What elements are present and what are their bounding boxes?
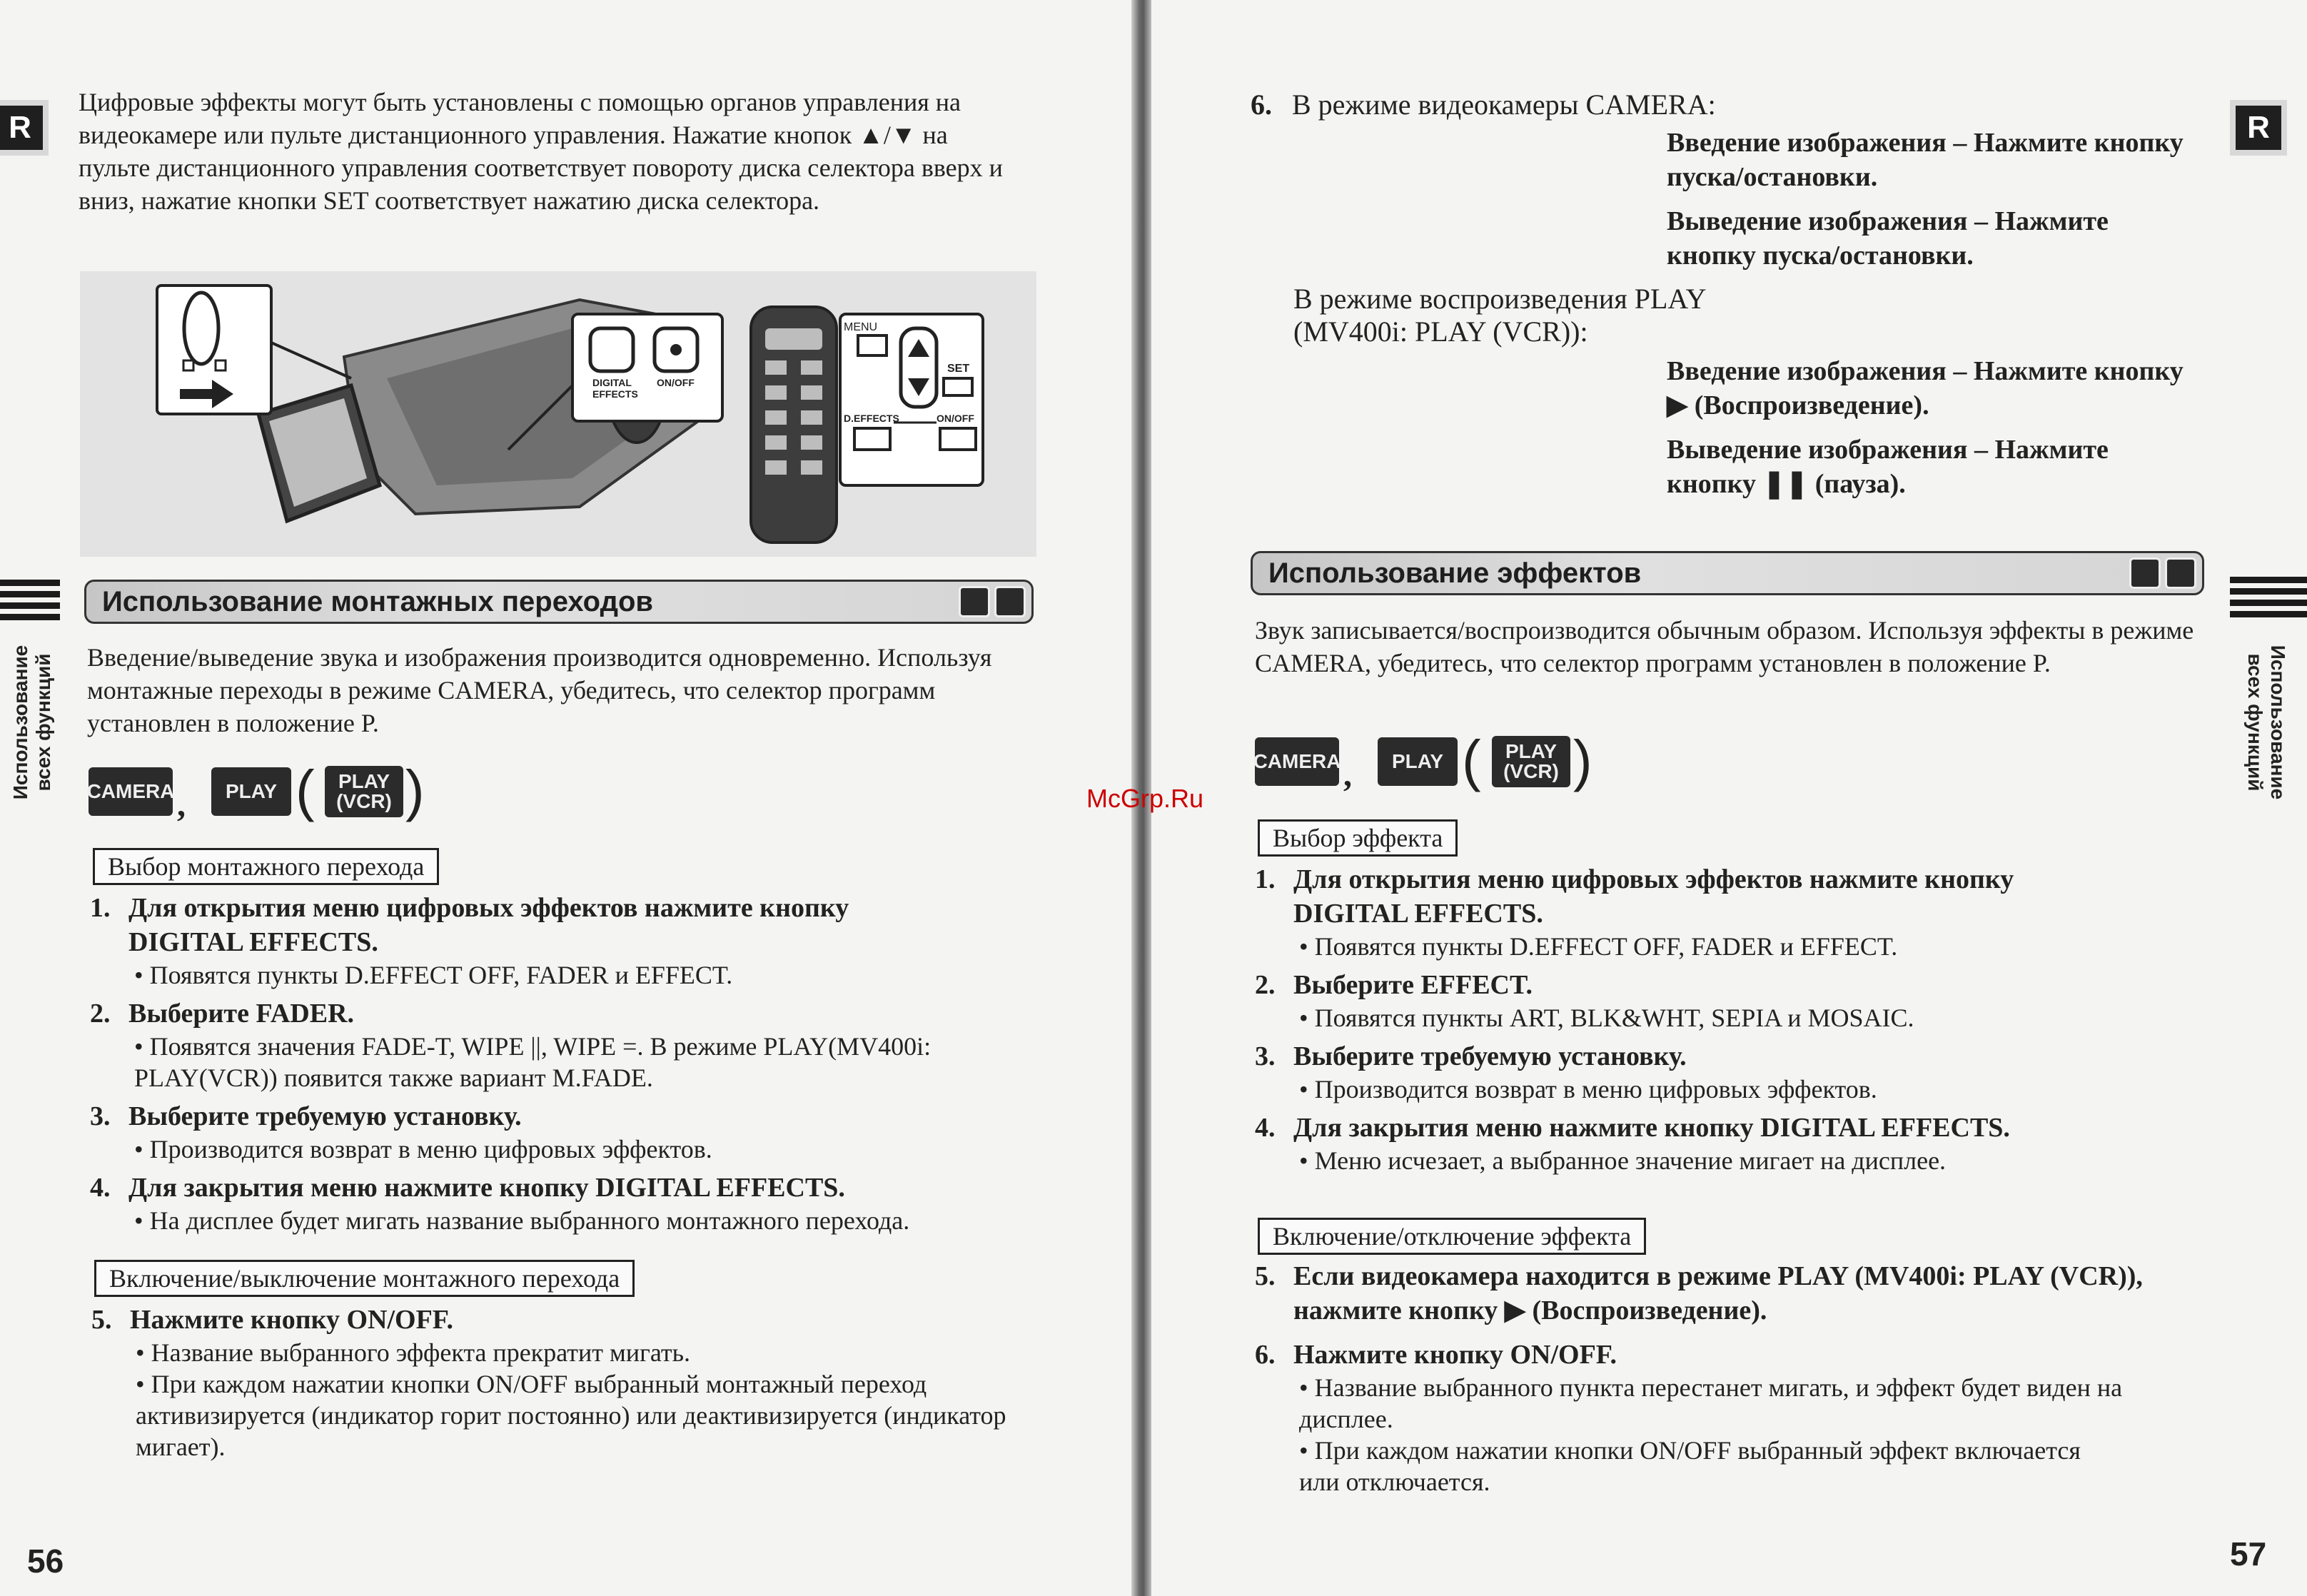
banner-title-effects: Использование эффектов — [1268, 557, 1642, 589]
step-2: 2. Выберите FADER. • Появятся значения FADE-T, WIPE ||, WIPE =. В режиме PLAY(MV400i: PLAY(VCR)) появится также вариант M.FADE. — [90, 996, 1039, 1094]
effect-step-1-bullet: • Появятся пункты D.EFFECT OFF, FADER и EFFECT. — [1299, 932, 1898, 961]
subsection-box-toggle-fader: Включение/выключение монтажного перехода — [94, 1260, 635, 1297]
effects-intro: Звук записывается/воспроизводится обычным образом. Используя эффекты в режиме CAMERA, убедитесь, что селектор программ установлен в положение P. — [1255, 616, 2194, 677]
side-label-line1: Использование — [9, 645, 31, 800]
effect-step-2-bullet: • Появятся пункты ART, BLK&WHT, SEPIA и MOSAIC. — [1299, 1004, 1914, 1032]
label-digital-effects: DIGITAL EFFECTS — [592, 377, 638, 400]
step-3-bullet: • Производится возврат в меню цифровых эффектов. — [134, 1135, 712, 1163]
play-fade-out: Выведение изображения – Нажмите кнопку ❚❚ (пауза). — [1667, 435, 2109, 499]
step-2-bullet: • Появятся значения FADE-T, WIPE ||, WIPE =. В режиме PLAY(MV400i: PLAY(VCR)) появится также вариант M.FADE. — [134, 1032, 932, 1092]
step-1: 1. Для открытия меню цифровых эффектов нажмите кнопку DIGITAL EFFECTS. • Появятся пункты D.EFFECT OFF, FADER и EFFECT. — [90, 891, 1039, 991]
label-d-effects: D.EFFECTS — [844, 413, 899, 424]
play-vcr-right-line1: PLAY — [1505, 740, 1558, 762]
play-vcr-line2: (VCR) — [336, 790, 392, 812]
effect-steps — [1255, 862, 2197, 1176]
paren-close: ) — [405, 759, 425, 822]
effect-step-2: 2. Выберите EFFECT. • Появятся пункты ART, BLK&WHT, SEPIA и MOSAIC. — [1255, 968, 2197, 1034]
label-on-off: ON/OFF — [657, 377, 695, 388]
fader-steps — [90, 891, 1039, 1236]
camera-fade-out: Выведение изображения – Нажмите кнопку пуска/остановки. — [1667, 206, 2109, 271]
side-label-right-line2: всех функций — [2244, 653, 2266, 792]
label-set: SET — [947, 363, 970, 375]
effect-step-6-bullet-2: • При каждом нажатии кнопки ON/OFF выбранный эффект включается или отключается. — [1299, 1436, 2081, 1496]
section-banner-fader — [84, 580, 1034, 624]
subsection-box-toggle-effect: Включение/отключение эффекта — [1258, 1218, 1646, 1255]
section-tab-r: R — [0, 100, 49, 156]
effect-step-3-bullet: • Производится возврат в меню цифровых эффектов. — [1299, 1075, 1877, 1103]
banner-title: Использование монтажных переходов — [102, 585, 653, 617]
step-1-bullet: • Появятся пункты D.EFFECT OFF, FADER и EFFECT. — [134, 961, 733, 989]
play-mode-text: В режиме воспроизведения PLAY (MV400i: PLAY (VCR)): — [1293, 283, 1706, 348]
side-label-right — [2234, 621, 2298, 807]
play-fade-in: Введение изображения – Нажмите кнопку ▶ (Воспроизведение). — [1667, 356, 2184, 420]
side-label-line2: всех функций — [32, 653, 54, 792]
effect-step-5: 5. Если видеокамера находится в режиме PLAY (MV400i: PLAY (VCR)), нажмите кнопку ▶ (Воспроизведение). — [1255, 1261, 2143, 1325]
paren-close-right: ) — [1573, 729, 1592, 792]
pen-icon — [2165, 557, 2196, 589]
play-vcr-mode-button-right — [1492, 736, 1570, 787]
page-number-right: 57 — [2230, 1535, 2267, 1572]
side-label-right-line1: Использование — [2267, 645, 2289, 800]
step-4-bullet: • На дисплее будет мигать название выбранного монтажного перехода. — [134, 1206, 910, 1235]
label-onoff-remote: ON/OFF — [937, 413, 974, 424]
tape-icon — [959, 586, 990, 617]
effect-step-3: 3. Выберите требуемую установку. • Производится возврат в меню цифровых эффектов. — [1255, 1039, 2197, 1105]
step-5-bullet-2: • При каждом нажатии кнопки ON/OFF выбранный монтажный переход активизируется (индикатор горит постоянно) или деактивизируется (индикатор мигает). — [136, 1370, 1006, 1461]
step-3: 3. Выберите требуемую установку. • Производится возврат в меню цифровых эффектов. — [90, 1099, 1039, 1165]
label-menu: MENU — [844, 321, 878, 333]
paren-open-right: ( — [1462, 729, 1481, 792]
section-banner-effects — [1251, 551, 2204, 595]
tape-icon — [2129, 557, 2161, 589]
camera-mode-button-right: CAMERA — [1255, 737, 1339, 786]
side-label — [0, 621, 64, 807]
effect-step-4: 4. Для закрытия меню нажмите кнопку DIGITAL EFFECTS. • Меню исчезает, а выбранное значение мигает на дисплее. — [1255, 1111, 2197, 1176]
fader-intro: Введение/выведение звука и изображения производится одновременно. Используя монтажные переходы в режиме CAMERA, убедитесь, что селектор программ установлен в положение P. — [87, 643, 992, 737]
effect-step-6: 6. Нажмите кнопку ON/OFF. • Название выбранного пункта перестанет мигать, и эффект будет виден на дисплее. • При каждом нажатии кнопки ON/OFF выбранный эффект включается или отключается. — [1255, 1338, 2197, 1497]
intro-paragraph: Цифровые эффекты могут быть установлены с помощью органов управления на видеокамере или пульте дистанционного управления. Нажатие кнопок ▲/▼ на пульте дистанционного управления соответствует повороту диска селектора вверх и вниз, нажатие кнопки SET соответствует нажатию диска селектора. — [79, 88, 1003, 215]
camera-mode-button: CAMERA — [89, 767, 173, 816]
pen-icon — [994, 586, 1026, 617]
step-5: 5. Нажмите кнопку ON/OFF. • Название выбранного эффекта прекратит мигать. • При каждом нажатии кнопки ON/OFF выбранный монтажный переход активизируется (индикатор горит постоянно) или деактивизируется (индикатор мигает). — [91, 1303, 1041, 1463]
effect-step-4-bullet: • Меню исчезает, а выбранное значение мигает на дисплее. — [1299, 1146, 1947, 1175]
step-4: 4. Для закрытия меню нажмите кнопку DIGITAL EFFECTS. • На дисплее будет мигать название выбранного монтажного перехода. — [90, 1171, 1039, 1236]
watermark: McGrp.Ru — [1086, 784, 1204, 813]
paren-open: ( — [296, 759, 315, 822]
play-vcr-mode-button — [325, 766, 403, 817]
subsection-box-select-fader: Выбор монтажного перехода — [93, 848, 439, 885]
camera-fade-in: Введение изображения – Нажмите кнопку пуска/остановки. — [1667, 128, 2184, 192]
effect-step-6-bullet-1: • Название выбранного пункта перестанет мигать, и эффект будет виден на дисплее. — [1299, 1373, 2123, 1433]
effect-step-1: 1. Для открытия меню цифровых эффектов нажмите кнопку DIGITAL EFFECTS. • Появятся пункты D.EFFECT OFF, FADER и EFFECT. — [1255, 862, 2197, 962]
play-mode-button: PLAY — [211, 767, 291, 816]
comma: , — [177, 786, 186, 824]
sidebar-marker — [0, 580, 60, 621]
camera-illustration — [80, 271, 1036, 557]
play-mode-button-right: PLAY — [1378, 737, 1458, 786]
play-vcr-line1: PLAY — [338, 770, 390, 792]
section-tab-r-right: R — [2230, 100, 2287, 156]
page-number-left: 56 — [27, 1542, 64, 1580]
play-vcr-right-line2: (VCR) — [1503, 760, 1559, 782]
comma-right: , — [1343, 756, 1352, 794]
step-5-bullet-1: • Название выбранного эффекта прекратит мигать. — [136, 1338, 691, 1367]
step-6-camera: 6. В режиме видеокамеры CAMERA: — [1251, 89, 1716, 121]
sidebar-marker-right — [2230, 577, 2307, 618]
subsection-box-select-effect: Выбор эффекта — [1258, 819, 1458, 857]
